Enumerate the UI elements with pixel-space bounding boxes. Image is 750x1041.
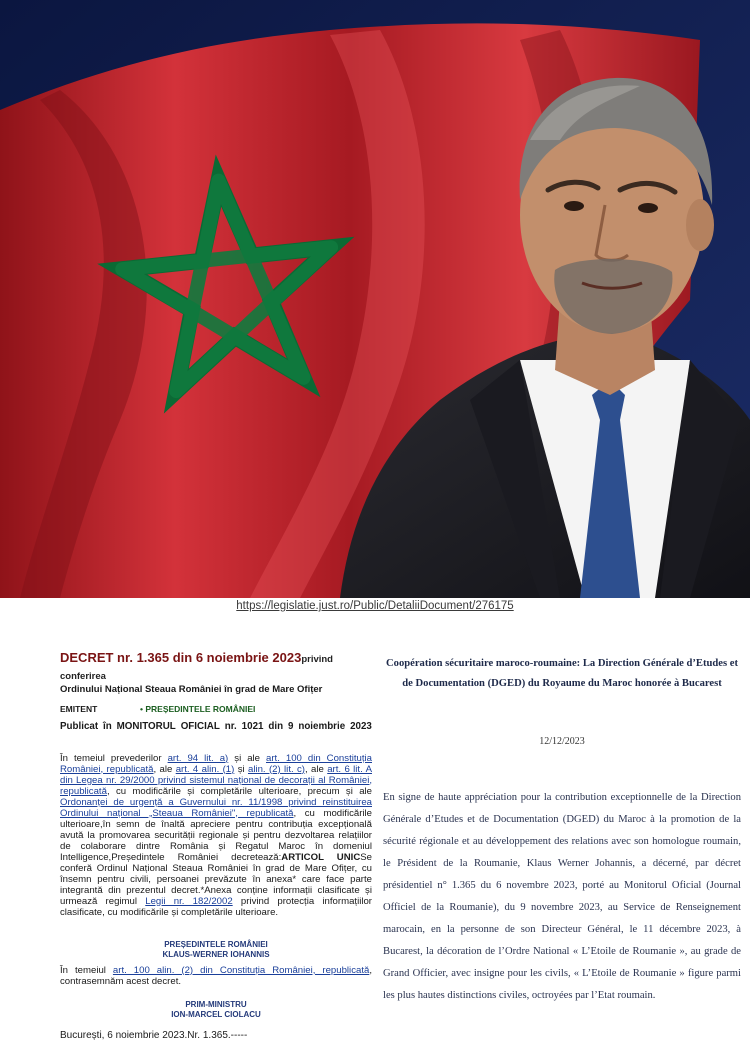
law-reference-link[interactable]: Ordonanței de urgență a Guvernului nr. 11/1998 privind reinstituirea Ordinului național „Steaua României", republicată — [60, 796, 372, 819]
decree-body-text: În temeiul — [60, 964, 113, 976]
decree-title-main: DECRET nr. 1.365 din 6 noiembrie 2023 — [60, 650, 302, 665]
decree-subtitle: Ordinului Național Steaua României în grad de Mare Ofițer — [60, 684, 323, 695]
decree-body-text: , ale — [153, 763, 176, 775]
publication-word: MONITORUL — [116, 721, 176, 733]
signature-name: ION-MARCEL CIOLACU — [171, 1009, 261, 1019]
decree-footer: București, 6 noiembrie 2023.Nr. 1.365.----- — [60, 1029, 248, 1041]
decree-body-text: , cu modificările și completările ulterioare, precum și ale — [106, 785, 372, 797]
signature-title: PREȘEDINTELE ROMÂNIEI — [164, 939, 268, 949]
publication-word: noiembrie — [298, 721, 346, 733]
press-release-body: En signe de haute appréciation pour la contribution exceptionnelle de la Direction Générale d’Etudes et de Documentation (DGED) du Maroc à la promotion de la sécurité régionale et au développement des relations avec son homologue roumain, le Président de la Roumanie, Klaus Werner Johannis, a décerné, par décret présidentiel n° 1.365 du 6 novembre 2023, porté au Monitorul Oficial (Journal Officiel de la Roumanie), du 9 novembre 2023, au Service de Renseignement marocain, en la personne de son Directeur Général, le 11 décembre 2023, à Bucarest, la décoration de l’Ordre National « L’Etoile de Roumanie », au grade de Grand Officier, avec insigne pour les civils, « L’Etoile de Roumanie » figure parmi les plus hautes distinctions civiles, octroyées par l’Etat roumain. — [383, 792, 741, 1001]
law-reference-link[interactable]: art. 94 lit. a) — [167, 752, 229, 764]
publication-word: din — [268, 721, 284, 733]
decree-document — [60, 650, 372, 1041]
decree-body-text: , cu modificările ulterioare,în semn de înaltă apreciere pentru contribuția excepțională avută la promovarea securității regionale și pentru dezvoltarea relațiilor de colaborare dintre România și Regatul Maroc în domeniul Intelligence,Președintele României decretează: — [60, 807, 372, 863]
signature-name: KLAUS-WERNER IOHANNIS — [162, 949, 270, 959]
law-reference-link[interactable]: art. 4 alin. (1) — [175, 763, 235, 775]
publication-word: 9 — [287, 721, 294, 733]
law-reference-link[interactable]: art. 100 alin. (2) din Constituția României, republicată — [112, 964, 370, 976]
decree-body-text: Se conferă Ordinul Național Steaua României în grad de Mare Ofițer, cu însemn pentru civili, persoanei prevăzute în anexa* care face parte integrantă din prezentul decret.*Anexa conține informații clasificate și urmează regimul — [60, 851, 373, 907]
publication-line — [60, 721, 372, 732]
decree-title-tail: privind conferirea — [60, 654, 333, 682]
prime-minister-signature — [60, 1000, 372, 1020]
decree-body-text: și — [234, 763, 248, 775]
publication-word: OFICIAL — [180, 721, 220, 733]
decree-title — [60, 650, 372, 684]
emitent-row — [60, 704, 372, 715]
law-reference-link[interactable]: art. 6 lit. A din Legea nr. 29/2000 privind sistemul național de decorații al României, republicată — [60, 763, 372, 797]
emitent-label: EMITENT — [60, 704, 98, 715]
law-reference-link[interactable]: art. 100 din Constituția României, republicată — [60, 752, 372, 775]
publication-word: Publicat — [60, 721, 99, 733]
article-heading: ARTICOL UNIC — [281, 851, 361, 863]
decree-body-text: privind protecția informațiilor clasificate, cu modificările și completările ulterioare. — [60, 895, 373, 918]
law-reference-link[interactable]: alin. (2) lit. c) — [248, 763, 306, 775]
decree-body-text: și ale — [228, 752, 266, 764]
decree-body-text: , contrasemnăm acest decret. — [60, 964, 372, 987]
press-release-date: 12/12/2023 — [539, 736, 585, 747]
emitent-value: • PREȘEDINTELE ROMÂNIEI — [140, 704, 256, 715]
president-signature — [60, 940, 372, 960]
signature-title: PRIM-MINISTRU — [185, 999, 247, 1009]
publication-word: nr. — [224, 721, 237, 733]
press-release — [383, 654, 741, 1007]
publication-word: în — [103, 721, 112, 733]
press-release-title: Coopération sécuritaire maroco-roumaine: La Direction Générale d’Etudes et de Documentation (DGED) du Royaume du Maroc honorée à Bucarest — [386, 658, 738, 689]
law-reference-link[interactable]: Legii nr. 182/2002 — [145, 895, 233, 907]
decree-body-text: , ale — [305, 763, 328, 775]
source-url-link[interactable]: https://legislatie.just.ro/Public/DetaliiDocument/276175 — [236, 600, 514, 612]
countersign-text — [60, 965, 372, 987]
decree-body-text: În temeiul prevederilor — [60, 752, 168, 764]
decree-body — [60, 753, 372, 918]
publication-word: 1021 — [241, 721, 264, 733]
publication-word: 2023 — [350, 721, 372, 733]
